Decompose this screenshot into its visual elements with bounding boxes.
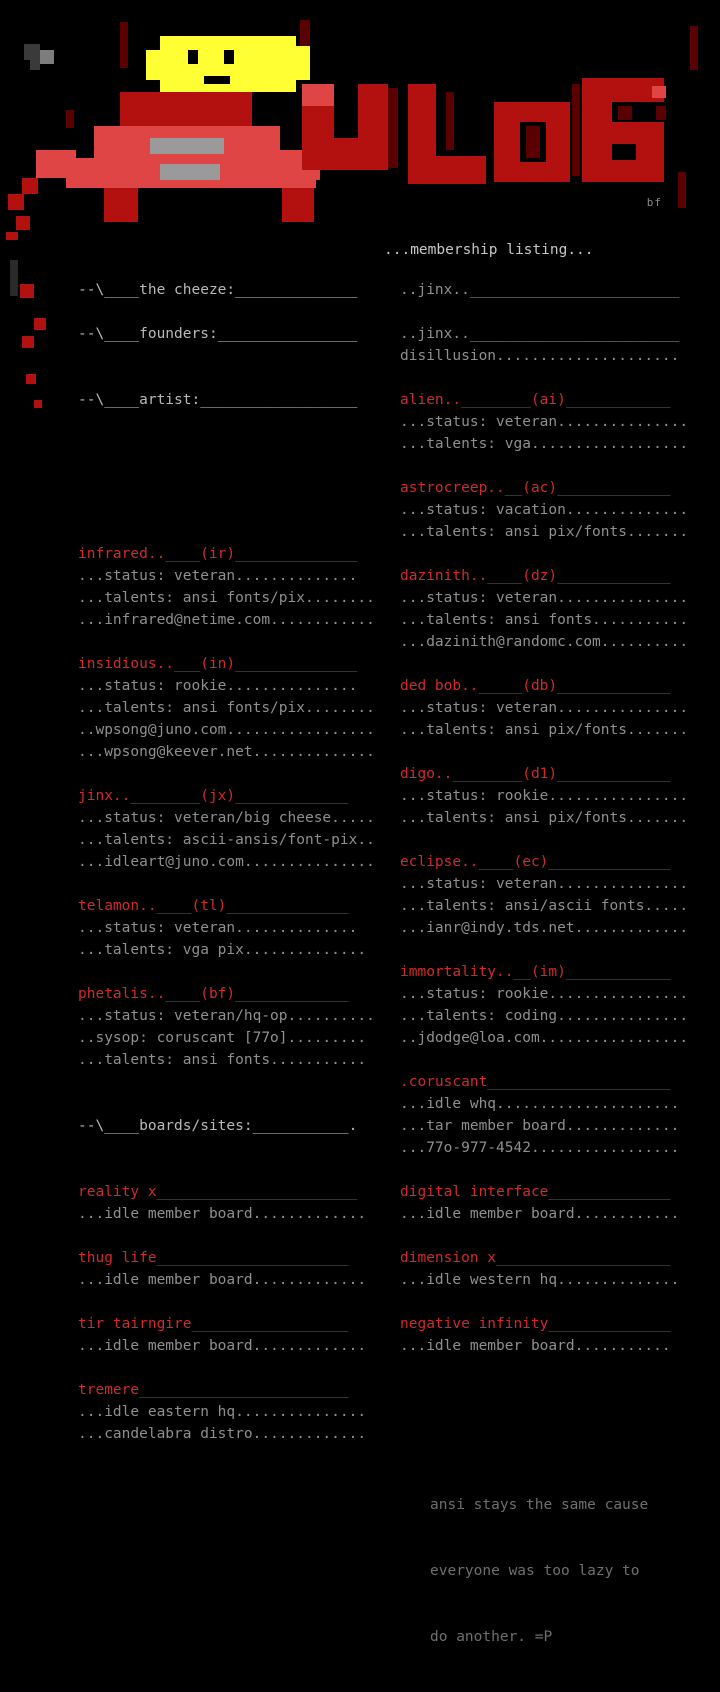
board-phone: ...77o-977-4542................. — [400, 1140, 680, 1156]
founders-value-2: disillusion..................... — [400, 348, 680, 364]
logo-wordmark — [296, 78, 676, 218]
decor-square — [34, 400, 42, 408]
board-entry — [78, 1181, 398, 1225]
member-status: ...status: veteran.............. — [78, 568, 358, 584]
spacer — [78, 631, 398, 653]
board-name: dimension x____________________ — [400, 1250, 671, 1266]
member-handle: dazinith..____(dz)_____________ — [400, 568, 671, 584]
spacer — [400, 1049, 710, 1071]
spacer — [400, 653, 710, 675]
member-talents: ...talents: ansi pix/fonts....... — [400, 722, 689, 738]
decor-square — [22, 336, 34, 348]
member-entry — [400, 477, 710, 543]
member-entry — [400, 961, 710, 1049]
board-status: ...idle member board........... — [400, 1338, 671, 1354]
board-status: ...idle member board............. — [78, 1206, 367, 1222]
member-handle: insidious..___(in)______________ — [78, 656, 358, 672]
member-handle: jinx..________(jx)_____________ — [78, 788, 349, 804]
board-distro: ...candelabra distro............. — [78, 1426, 367, 1442]
footer-line-3: do another. =P — [430, 1629, 553, 1645]
member-talents: ...talents: ansi fonts........... — [400, 612, 689, 628]
member-talents: ...talents: coding............... — [400, 1008, 689, 1024]
member-entry — [78, 653, 398, 763]
board-status: ...idle whq..................... — [400, 1096, 680, 1112]
member-status: ...status: veteran/hq-op.......... — [78, 1008, 375, 1024]
spacer — [400, 939, 710, 961]
board-status: ...idle member board............. — [78, 1272, 367, 1288]
spacer — [78, 961, 398, 983]
decor-square — [30, 60, 40, 70]
spacer — [78, 411, 398, 543]
eye-right-icon — [224, 50, 234, 64]
decor-square — [40, 50, 54, 64]
board-status: ...idle eastern hq............... — [78, 1404, 367, 1420]
member-status: ...status: rookie................ — [400, 788, 689, 804]
board-name: .coruscant_____________________ — [400, 1074, 671, 1090]
member-entry — [400, 763, 710, 829]
boards-label: --\____boards/sites:___________. — [78, 1118, 358, 1134]
board-status: ...idle member board............. — [78, 1338, 367, 1354]
founders-label: --\____founders:________________ — [78, 326, 358, 342]
member-handle: immortality..__(im)____________ — [400, 964, 671, 980]
board-entry — [78, 1379, 398, 1445]
member-handle: digo..________(d1)_____________ — [400, 766, 671, 782]
member-status: ...status: veteran............... — [400, 414, 689, 430]
member-handle: infrared..____(ir)______________ — [78, 546, 358, 562]
decor-square — [26, 374, 36, 384]
board-name: thug life______________________ — [78, 1250, 349, 1266]
member-status: ...status: veteran.............. — [78, 920, 358, 936]
board-entry — [400, 1071, 710, 1159]
board-status: ...idle member board............ — [400, 1206, 680, 1222]
founders-value-1: ..jinx..________________________ — [400, 326, 680, 342]
board-note: ...tar member board............. — [400, 1118, 680, 1134]
member-handle: phetalis..____(bf)_____________ — [78, 986, 349, 1002]
decor-border-mark — [10, 260, 18, 296]
member-entry — [400, 389, 710, 455]
member-entry — [78, 983, 398, 1071]
member-talents: ...talents: ansi fonts........... — [78, 1052, 367, 1068]
spacer — [400, 1225, 710, 1247]
member-status: ...status: veteran............... — [400, 700, 689, 716]
decor-square — [690, 26, 698, 70]
member-entry — [400, 851, 710, 939]
member-handle: ded bob.._____(db)_____________ — [400, 678, 671, 694]
board-entry — [78, 1247, 398, 1291]
spacer — [400, 455, 710, 477]
mouth-icon — [204, 76, 230, 84]
member-talents: ...talents: ansi/ascii fonts..... — [400, 898, 689, 914]
decor-square — [24, 44, 40, 60]
decor-square — [678, 172, 686, 208]
footer-line-2: everyone was too lazy to — [430, 1563, 640, 1579]
member-status: ...status: rookie................ — [400, 986, 689, 1002]
spacer — [78, 1137, 398, 1181]
member-handle: alien..________(ai)____________ — [400, 392, 671, 408]
member-talents: ...talents: ansi pix/fonts....... — [400, 524, 689, 540]
artist-signature: bf — [646, 196, 662, 209]
member-status: ...status: veteran............... — [400, 590, 689, 606]
spacer — [78, 1291, 398, 1313]
board-name: tremere________________________ — [78, 1382, 349, 1398]
member-status: ...status: rookie............... — [78, 678, 358, 694]
spacer — [400, 741, 710, 763]
spacer — [400, 1291, 710, 1313]
spacer — [78, 1357, 398, 1379]
spacer — [400, 367, 710, 389]
member-entry — [400, 675, 710, 741]
member-email: ...infrared@netime.com............ — [78, 612, 375, 628]
member-status: ...status: veteran/big cheese..... — [78, 810, 375, 826]
spacer — [78, 345, 398, 367]
board-entry — [400, 1181, 710, 1225]
decor-square — [120, 22, 128, 68]
board-entry — [400, 1247, 710, 1291]
decor-square — [20, 284, 34, 298]
member-handle: telamon..____(tl)______________ — [78, 898, 349, 914]
board-entry — [78, 1313, 398, 1357]
smiley-face-icon — [160, 36, 296, 92]
member-entry — [78, 543, 398, 631]
spacer — [78, 301, 398, 323]
member-status: ...status: veteran............... — [400, 876, 689, 892]
cheeze-label: --\____the cheeze:______________ — [78, 282, 358, 298]
member-email: ...idleart@juno.com............... — [78, 854, 375, 870]
member-email: ..wpsong@juno.com................. — [78, 722, 375, 738]
board-name: tir tairngire__________________ — [78, 1316, 349, 1332]
member-talents: ...talents: vga.................. — [400, 436, 689, 452]
member-status: ...status: vacation.............. — [400, 502, 689, 518]
right-column — [400, 279, 710, 1357]
board-status: ...idle western hq.............. — [400, 1272, 680, 1288]
spacer — [78, 1071, 398, 1115]
member-email: ..jdodge@loa.com................. — [400, 1030, 689, 1046]
left-column — [78, 279, 398, 1445]
artist-label: --\____artist:__________________ — [78, 392, 358, 408]
member-talents: ...talents: ascii-ansis/font-pix.. — [78, 832, 375, 848]
spacer — [78, 367, 398, 389]
cheeze-value: ..jinx..________________________ — [400, 282, 680, 298]
member-talents: ...talents: ansi pix/fonts....... — [400, 810, 689, 826]
membership-listing-title: ...membership listing... — [384, 242, 594, 258]
spacer — [400, 543, 710, 565]
spacer — [78, 873, 398, 895]
member-talents: ...talents: ansi fonts/pix........ — [78, 590, 375, 606]
spacer — [78, 1225, 398, 1247]
board-name: digital interface______________ — [400, 1184, 671, 1200]
spacer — [400, 829, 710, 851]
board-entry — [400, 1313, 710, 1357]
member-entry — [78, 895, 398, 961]
board-name: negative infinity______________ — [400, 1316, 671, 1332]
spacer — [400, 1159, 710, 1181]
member-entry — [400, 565, 710, 653]
decor-square — [34, 318, 46, 330]
member-email-alt: ...wpsong@keever.net.............. — [78, 744, 375, 760]
footer-line-1: ansi stays the same cause — [430, 1497, 649, 1513]
member-handle: eclipse..____(ec)______________ — [400, 854, 671, 870]
member-handle: astrocreep..__(ac)_____________ — [400, 480, 671, 496]
letter-a-glyph — [30, 92, 330, 240]
member-email: ...dazinith@randomc.com.......... — [400, 634, 689, 650]
member-email: ...ianr@indy.tds.net............. — [400, 920, 689, 936]
member-sysop: ..sysop: coruscant [77o]......... — [78, 1030, 367, 1046]
member-entry — [78, 785, 398, 873]
spacer — [400, 301, 710, 323]
member-talents: ...talents: ansi fonts/pix........ — [78, 700, 375, 716]
spacer — [78, 763, 398, 785]
ansi-logo-art — [0, 0, 720, 240]
board-name: reality x_______________________ — [78, 1184, 358, 1200]
footer-note — [430, 1450, 648, 1692]
member-talents: ...talents: vga pix.............. — [78, 942, 367, 958]
eye-left-icon — [188, 50, 198, 64]
